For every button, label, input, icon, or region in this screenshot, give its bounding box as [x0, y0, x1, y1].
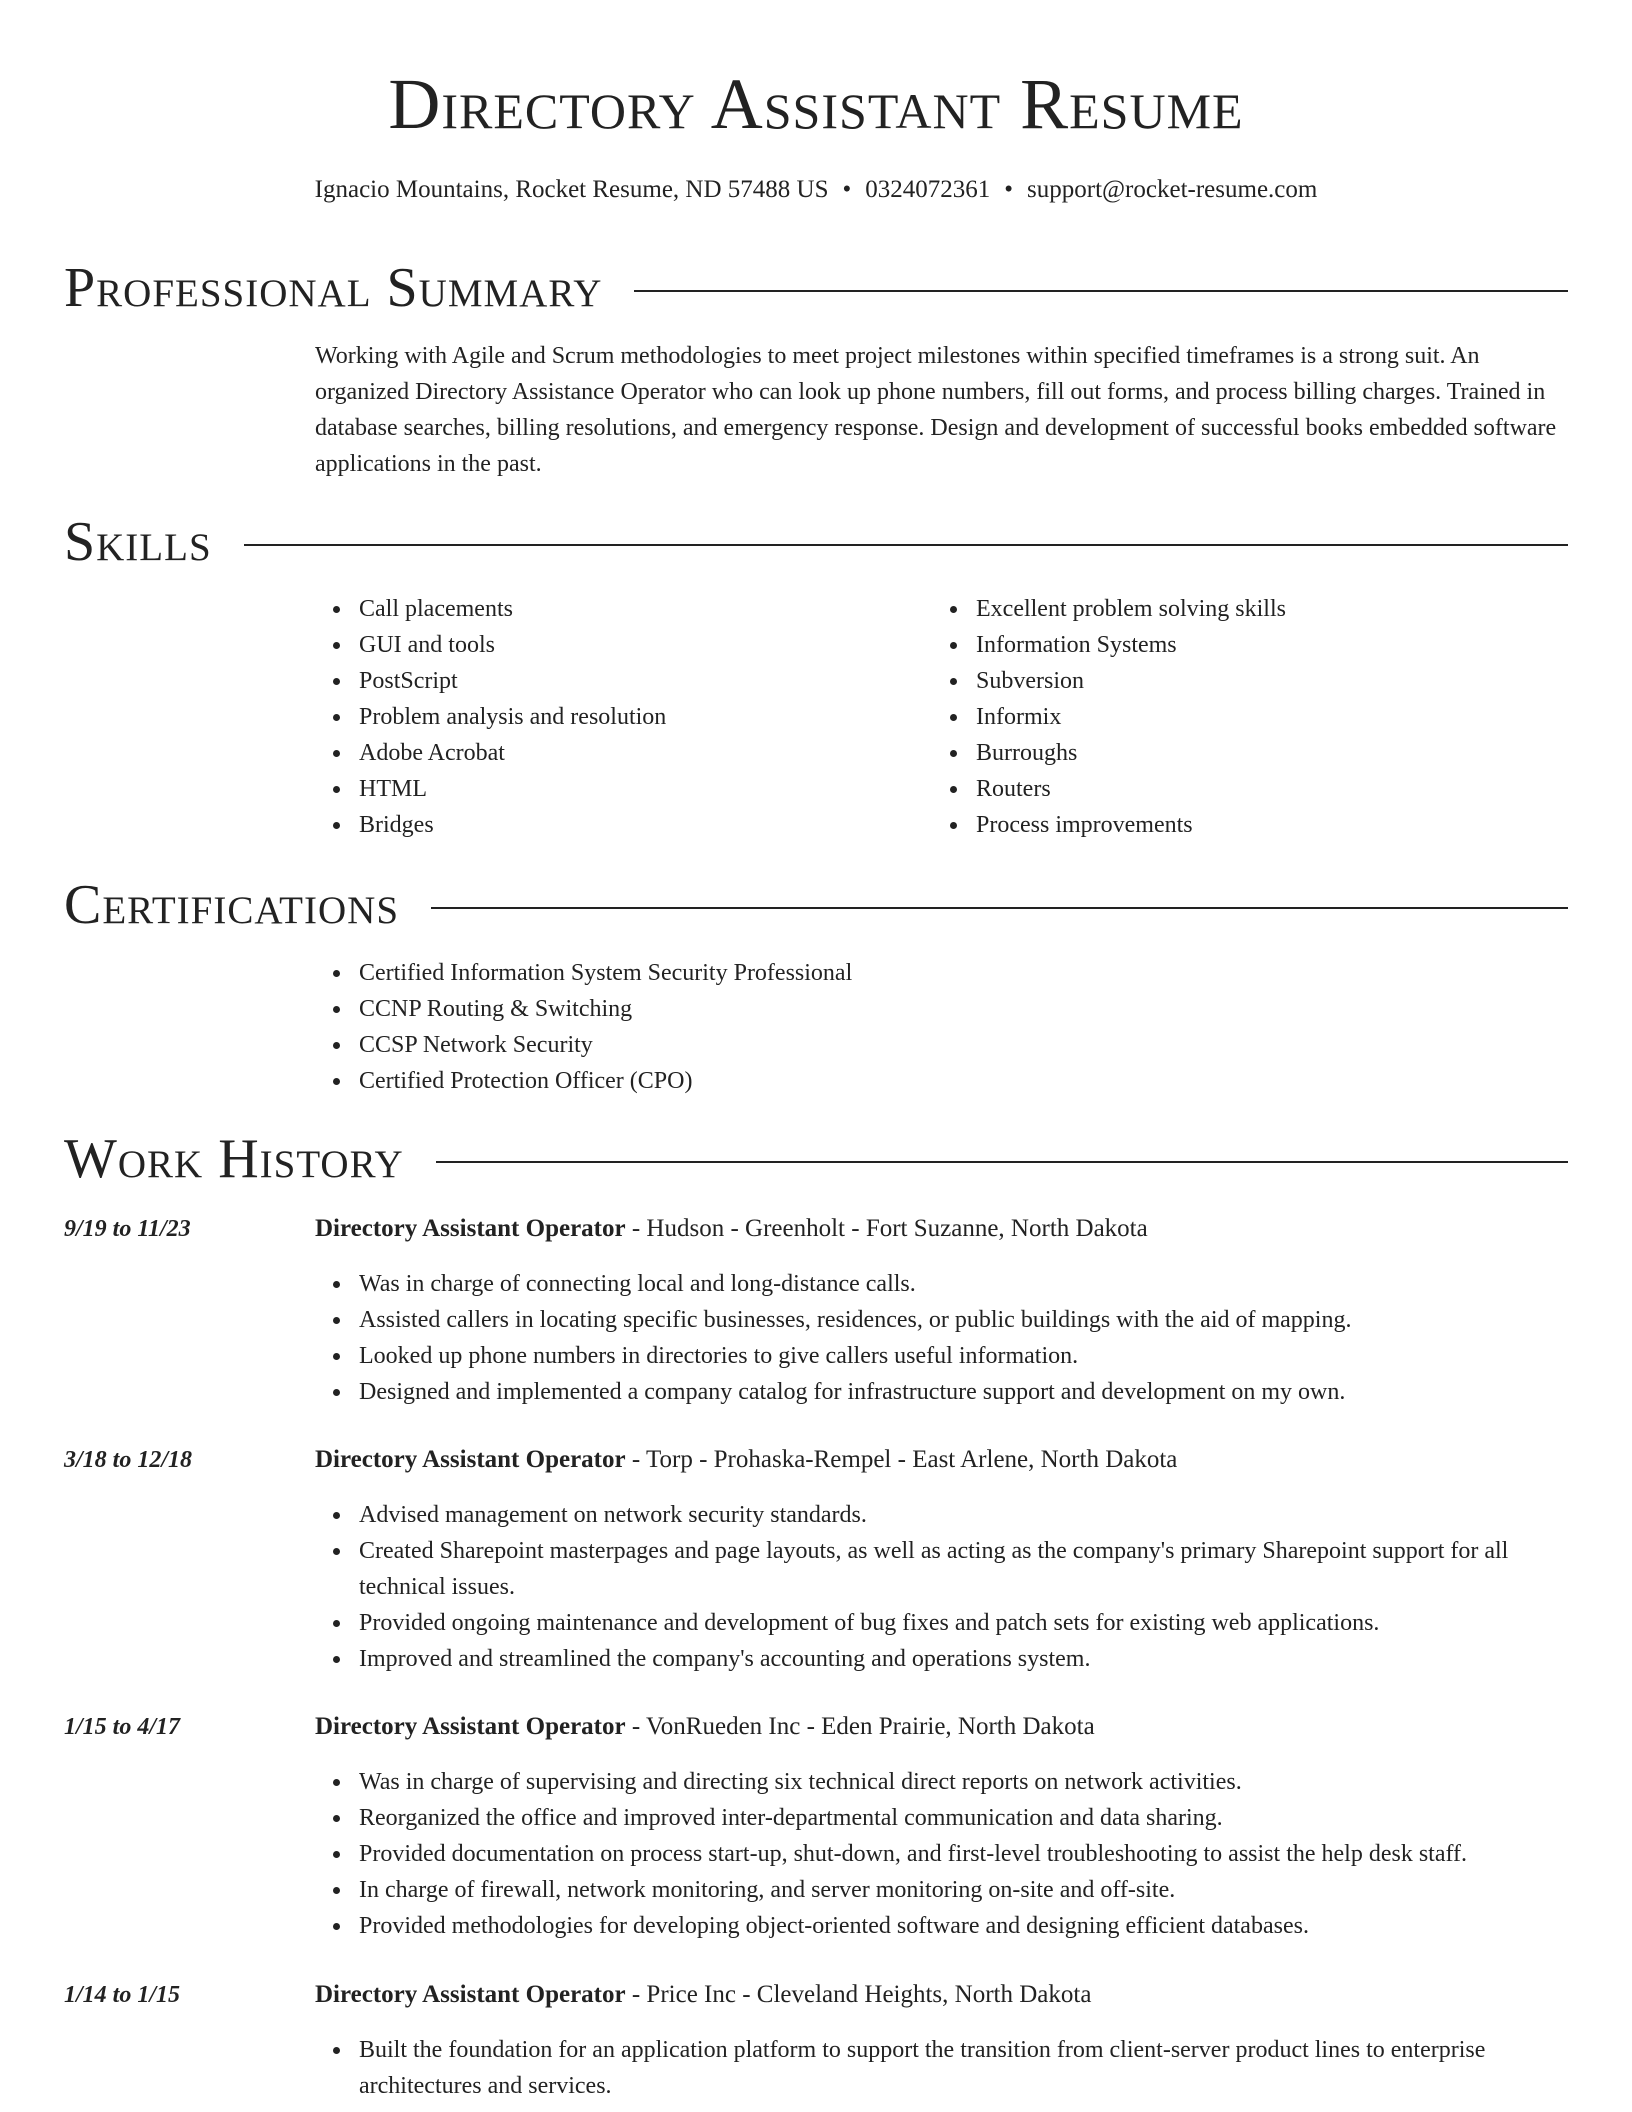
section-divider — [634, 290, 1568, 292]
contact-address: Ignacio Mountains, Rocket Resume, ND 57488 US — [314, 176, 829, 203]
section-skills-title: Skills — [64, 511, 212, 573]
section-certifications-title: Certifications — [64, 874, 400, 936]
job-bullet: Designed and implemented a company catalog for infrastructure support and development on my own. — [315, 1374, 1568, 1410]
list-item: Call placements — [315, 591, 915, 627]
certifications-list — [315, 955, 1515, 1099]
list-item: Problem analysis and resolution — [315, 699, 915, 735]
job-bullet: Advised management on network security standards. — [315, 1497, 1568, 1533]
list-item: Routers — [932, 771, 1532, 807]
section-summary-title: Professional Summary — [64, 257, 603, 319]
job-bullet: In charge of firewall, network monitoring, and server monitoring on-site and off-site. — [315, 1872, 1568, 1908]
job-dates: 1/14 to 1/15 — [64, 1982, 181, 2008]
job-bullet: Improved and streamlined the company's accounting and operations system. — [315, 1641, 1568, 1677]
list-item: HTML — [315, 771, 915, 807]
job-role: Directory Assistant Operator — [315, 1446, 626, 1473]
section-skills-header — [64, 507, 1568, 577]
contact-separator: • — [842, 176, 852, 203]
job-bullet: Reorganized the office and improved inter-departmental communication and data sharing. — [315, 1800, 1568, 1836]
job-bullet: Provided methodologies for developing object-oriented software and designing efficient databases. — [315, 1908, 1568, 1944]
job-heading — [315, 1442, 1177, 1478]
job-dates: 3/18 to 12/18 — [64, 1447, 193, 1473]
job-bullets — [315, 2032, 1568, 2104]
job-bullets — [315, 1764, 1568, 1944]
job-dates: 1/15 to 4/17 — [64, 1714, 181, 1740]
section-work-title: Work History — [64, 1128, 404, 1190]
contact-phone: 0324072361 — [865, 176, 991, 203]
section-work-header — [64, 1124, 1568, 1194]
job-role: Directory Assistant Operator — [315, 1215, 626, 1242]
list-item: Burroughs — [932, 735, 1532, 771]
section-certifications-header — [64, 870, 1568, 940]
resume-title: Directory Assistant Resume — [388, 64, 1244, 144]
section-divider — [431, 907, 1568, 909]
list-item: Informix — [932, 699, 1532, 735]
section-divider — [436, 1161, 1568, 1163]
job-bullet: Built the foundation for an application platform to support the transition from client-server product lines to enterprise architectures and services. — [315, 2032, 1568, 2104]
job-bullet: Looked up phone numbers in directories to give callers useful information. — [315, 1338, 1568, 1374]
list-item: Certified Information System Security Professional — [315, 955, 1515, 991]
job-bullets — [315, 1497, 1568, 1677]
job-company: - Price Inc - Cleveland Heights, North Dakota — [625, 1981, 1092, 2008]
job-dates: 9/19 to 11/23 — [64, 1216, 191, 1242]
contact-separator: • — [1004, 176, 1014, 203]
job-bullet: Provided ongoing maintenance and development of bug fixes and patch sets for existing web applications. — [315, 1605, 1568, 1641]
contact-email: support@rocket-resume.com — [1027, 176, 1318, 203]
job-heading — [315, 1211, 1148, 1247]
list-item: Information Systems — [932, 627, 1532, 663]
list-item: PostScript — [315, 663, 915, 699]
skills-list-left — [315, 591, 915, 843]
list-item: CCNP Routing & Switching — [315, 991, 1515, 1027]
job-bullet: Assisted callers in locating specific businesses, residences, or public buildings with the aid of mapping. — [315, 1302, 1568, 1338]
list-item: Certified Protection Officer (CPO) — [315, 1063, 1515, 1099]
section-summary-header — [64, 253, 1568, 323]
job-company: - VonRueden Inc - Eden Prairie, North Dakota — [625, 1713, 1095, 1740]
summary-text: Working with Agile and Scrum methodologies to meet project milestones within specified timeframes is a strong suit. An organized Directory Assistance Operator who can look up phone numbers, fill out forms, and process billing charges. Trained in database searches, billing resolutions, and emergency response. Design and development of successful books embedded software applications in the past. — [315, 343, 1557, 477]
list-item: Excellent problem solving skills — [932, 591, 1532, 627]
job-company: - Hudson - Greenholt - Fort Suzanne, North Dakota — [625, 1215, 1148, 1242]
job-company: - Torp - Prohaska-Rempel - East Arlene, North Dakota — [625, 1446, 1178, 1473]
job-role: Directory Assistant Operator — [315, 1713, 626, 1740]
list-item: Bridges — [315, 807, 915, 843]
job-bullet: Was in charge of supervising and directing six technical direct reports on network activities. — [315, 1764, 1568, 1800]
contact-line — [0, 174, 1632, 206]
job-bullet: Was in charge of connecting local and long-distance calls. — [315, 1266, 1568, 1302]
list-item: Process improvements — [932, 807, 1532, 843]
list-item: Subversion — [932, 663, 1532, 699]
list-item: CCSP Network Security — [315, 1027, 1515, 1063]
list-item: Adobe Acrobat — [315, 735, 915, 771]
job-role: Directory Assistant Operator — [315, 1981, 626, 2008]
job-heading — [315, 1977, 1091, 2013]
list-item: GUI and tools — [315, 627, 915, 663]
skills-list-right — [932, 591, 1532, 843]
job-bullets — [315, 1266, 1568, 1410]
section-divider — [244, 544, 1568, 546]
job-heading — [315, 1709, 1095, 1745]
job-bullet: Created Sharepoint masterpages and page layouts, as well as acting as the company's primary Sharepoint support for all technical issues. — [315, 1533, 1568, 1605]
job-bullet: Provided documentation on process start-up, shut-down, and first-level troubleshooting to assist the help desk staff. — [315, 1836, 1568, 1872]
